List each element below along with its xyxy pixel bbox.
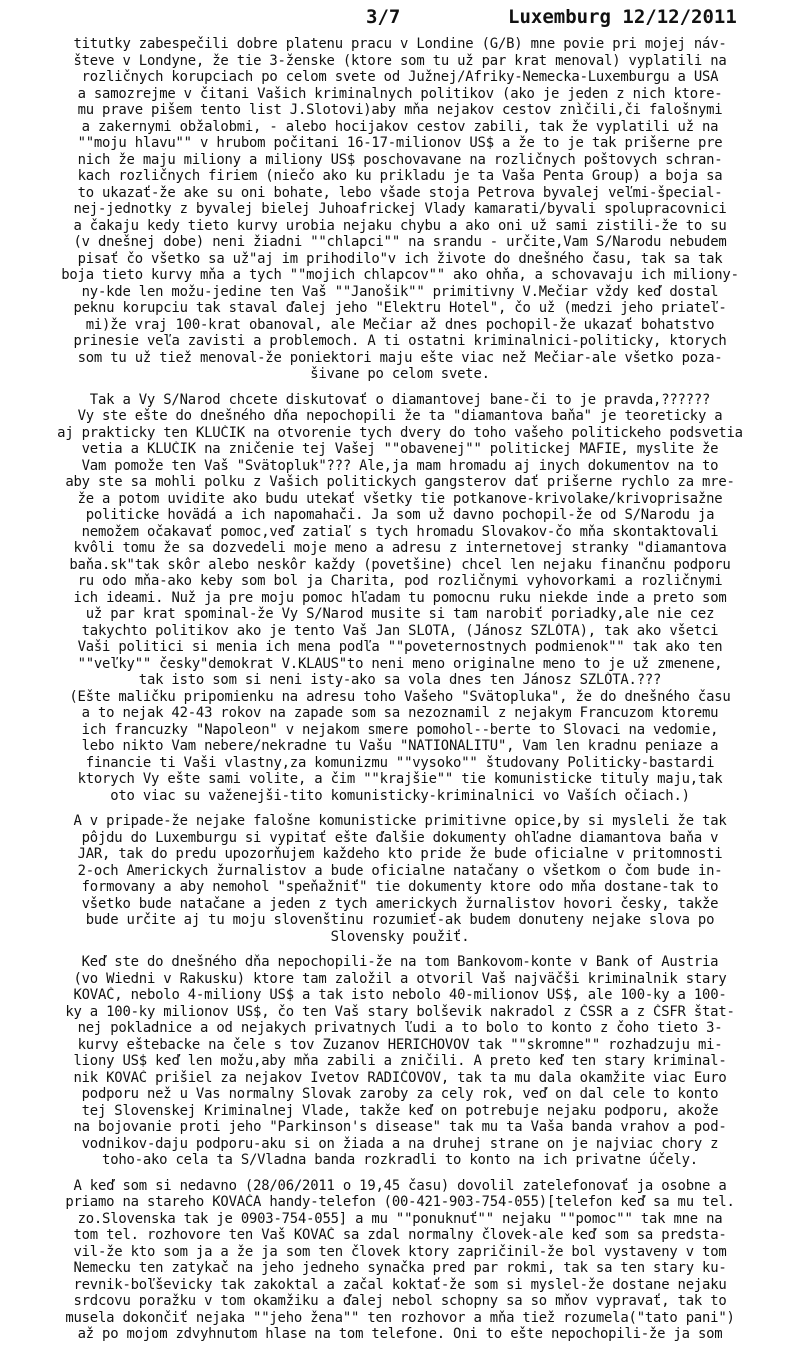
text-line: Slovensky použiť.: [330, 928, 470, 945]
text-line: (v dnešnej dobe) neni žiadni ""chlapci"" na srandu - určite,Vam S/Narodu nebudem: [73, 234, 727, 250]
text-line: bude určite aj tu moju slovenštinu rozumieť-ak budem donuteny nejake slova po: [85, 912, 715, 928]
text-line: kach rozličnych firiem (niečo ako ku prikladu je ta Vaša Penta Group) a boja sa: [77, 168, 723, 184]
text-line: Vaši politici si menia ich mena podľa ""poveternostnych podmienok"" tak ako ten: [77, 639, 723, 655]
text-line: nich že maju miliony a miliony US$ poschovavane na rozličnych poštovych schran-: [77, 151, 723, 168]
text-line: aby ste sa mohli polku z Vašich politickych gangsterov dať prišerne rychlo za mre-: [65, 474, 735, 490]
text-line: revnik-boľševicky tak zakoktal a začal koktať-že som si myslel-že dostane nejaku: [73, 1276, 727, 1293]
text-line: A v pripade-že nejake falošne komunisticke primitivne opice,by si mysleli že tak: [73, 813, 727, 829]
text-line: šivane po celom svete.: [310, 366, 490, 382]
text-line: mu prave pišem tento list J.Slotovi)aby mňa nejakov cestov znìčili,či falošnymi: [77, 102, 723, 118]
text-line: nemožem očakavať pomoc,veď zatiaľ s tych hromadu Slovakov-čo mňa skontaktovali: [81, 523, 719, 540]
text-line: baňa.sk"tak skôr alebo neskôr každy (povetšine) chcel len nejaku finančnu podporu: [69, 556, 731, 573]
text-line: až po mojom zdvyhnutom hlase na tom telefone. Oni to ešte nepochopili-že ja som: [77, 1326, 723, 1342]
text-line: nej pokladnice a od nejakych privatnych ľudi a to bolo to konto z čoho tieto 3-: [77, 1020, 723, 1036]
text-line: a samozrejme v čitani Vašich kriminalnych politikov (ako je jeden z nich ktore-: [77, 85, 723, 102]
text-line: a zakernymi obžalobmi, - alebo hocijakov cestov zabili, tak že vyplatili už na: [81, 118, 719, 135]
text-line: liony US$ keď len možu,aby mňa zabili a zničili. A preto keď ten stary kriminal-: [73, 1053, 727, 1069]
text-line: som tu už tiež menoval-že poniektori maju ešte viac než Mečiar-ale všetko poza-: [77, 349, 723, 366]
text-line: toho-ako cela ta S/Vladna banda rozkradli to konto na ich privatne účely.: [102, 1152, 698, 1168]
text-line: kurvy eštebacke na čele s tov Zuzanov HERICHOVOV tak ""skromne"" rozhadzuju mi-: [77, 1036, 723, 1053]
text-line: mi)že vraj 100-krat obanoval, ale Mečiar až dnes pochopil-že ukazať bohatstvo: [85, 316, 715, 333]
text-line: tak isto som si neni isty-ako sa vola dnes ten Jánosz SZLÓTA.???: [138, 672, 662, 688]
text-line: pôjdu do Luxemburgu si vypitať ešte ďalšie dokumenty ohľadne diamantova baňa v: [81, 829, 719, 846]
text-line: boja tieto kurvy mňa a tych ""mojich chlapcov"" ako ohňa, a schovavaju ich miliony-: [61, 267, 739, 283]
text-line: zo.Slovenska tak je 0903-754-055] a mu ""ponuknuť"" nejaku ""pomoc"" tak mne na: [77, 1210, 723, 1227]
text-line: titutky zabespečili dobre platenu pracu v Londine (G/B) mne povie pri mojej náv-: [73, 36, 727, 52]
paragraph: [4, 36, 796, 383]
text-line: srdcovu poražku v tom okamžiku a ďalej nebol schopny sa so mňov vypravať, tak to: [73, 1293, 727, 1309]
text-line: podporu než u Vas normalny Slovak zaroby za cely rok, veď on dal cele to konto: [81, 1086, 719, 1102]
text-line: JAR, tak do predu upozorňujem každeho kto pride že bude oficialne v pritomnosti: [77, 846, 723, 862]
text-line: a čakaju kedy tieto kurvy urobia nejaku chybu a ako oni už sami zistili-že to su: [73, 217, 727, 234]
text-line: musela dokončiť nejaka ""jeho žena"" ten rozhovor a mňa tiež rozumela("tato pani"): [65, 1309, 735, 1326]
text-line: Keď ste do dnešného dňa nepochopili-že na tom Bankovom-konte v Bank of Austria: [81, 954, 719, 970]
page-header: [0, 4, 800, 30]
text-line: kvôli tomu že sa dozvedeli moje meno a adresu z internetovej stranky "diamantova: [73, 540, 727, 556]
text-line: že a potom uvidite ako budu utekať všetky tie potkanove-krivolake/krivoprisažne: [77, 490, 723, 507]
letter-body: [4, 36, 796, 1352]
text-line: a to nejak 42-43 rokov na zapade som sa nezoznamil z nejakym Francuzom ktoremu: [81, 705, 719, 721]
text-line: rozličnych korupciach po celom svete od Južnej/Afriky-Nemecka-Luxemburgu a USA: [81, 69, 719, 85]
text-line: všetko bude natačane a jeden z tych americkych žurnalistov hovori česky, takže: [81, 895, 719, 912]
text-line: ""veľky"" česky"demokrat V.KLAUS"to neni meno originalne meno to je už zmenene,: [77, 655, 723, 672]
text-line: politicke hovädá a ich napomahači. Ja som už davno pochopil-že od S/Narodu ja: [85, 507, 715, 523]
text-line: nik KOVAČ prišiel za nejakov Ivetov RADIČOVOV, tak ta mu dala okamžite viac Euro: [73, 1069, 727, 1086]
text-line: financie ti Vaši vlastny,za komunizmu ""vysoko"" študovany Politicky-bastardi: [85, 754, 715, 771]
text-line: Vam pomože ten Vaš "Svätopluk"??? Ale,ja mam hromadu aj inych dokumentov na to: [81, 457, 719, 474]
text-line: ""moju hlavu"" v hrubom počitani 16-17-milionov US$ a že to je tak prišerne pre: [77, 135, 723, 151]
text-line: to ukazať-že ake su oni bohate, lebo všade stoja Petrova byvalej veľmi-špecial-: [77, 184, 723, 201]
text-line: Vy ste ešte do dnešného dňa nepochopili že ta "diamantova baňa" je teoreticky a: [77, 408, 723, 424]
text-line: prinesie veľa zavisti a problemoch. A ti ostatni kriminalnici-politicky, ktorych: [73, 333, 727, 349]
text-line: tom tel. rozhovore ten Vaš KOVAČ sa zdal normalny človek-ale keď som sa predsta-: [73, 1227, 727, 1243]
text-line: ich ideami. Nuž ja pre moju pomoc hľadam tu pomocnu ruku niekde inde a preto som: [73, 589, 727, 606]
text-line: vil-že kto som ja a že ja som ten človek ktory zapričinil-že bol vystaveny v tom: [73, 1243, 727, 1260]
text-line: ktorych Vy ešte sami volite, a čim ""krajšie"" tie komunisticke tituly maju,tak: [77, 771, 723, 787]
paragraph: [4, 954, 796, 1169]
text-line: ky a 100-ky milionov US$, čo ten Vaš stary bolševik nakradol z ČSSR a z ČSFR štat-: [65, 1003, 735, 1020]
text-line: vodnikov-daju podporu-aku si on žiada a na druhej strane on je najviac chory z: [81, 1135, 719, 1152]
text-line: KOVAČ, nebolo 4-miliony US$ a tak isto nebolo 40-milionov US$, ale 100-ky a 100-: [73, 987, 727, 1003]
text-line: ru odo mňa-ako keby som bol ja Charita, pod rozličnymi vyhovorkami a rozličnymi: [77, 573, 723, 589]
page-number: 3/7: [366, 6, 401, 28]
text-line: ny-kde len možu-jedine ten Vaš ""Janošik"" primitivny V.Mečiar vždy keď dostal: [81, 283, 719, 300]
text-line: na bojovanie proti jeho "Parkinson's disease" tak mu ta Vaša banda vrahov a pod-: [73, 1119, 727, 1135]
text-line: lebo nikto Vam nebere/nekradne tu Vašu "NATIONALITU", Vam len kradnu peniaze a: [81, 738, 719, 754]
text-line: takychto politikov ako je tento Vaš Jan SLOTA, (Jánosz SZLÓTA), tak ako všetci: [81, 622, 719, 639]
paragraph: [4, 813, 796, 945]
text-line: peknu korupciu tak staval ďalej jeho "Elektru Hotel", čo už (medzi jeho priateľ-: [73, 300, 727, 316]
text-line: vetia a KLUČIK na zničenie tej Vašej ""obavenej"" politickej MAFIE, myslite že: [81, 441, 719, 457]
text-line: pisať čo všetko sa už"aj im prihodilo"v ich živote do dnešného času, tak sa tak: [77, 250, 723, 267]
text-line: (vo Wiedni v Rakusku) ktore tam založil a otvoril Vaš najväčši kriminalnik stary: [73, 970, 727, 987]
text-line: 2-och Americkych žurnalistov a bude oficialne natačany o všetkom o čom bude in-: [77, 862, 723, 879]
text-line: už par krat spominal-že Vy S/Narod musite si tam narobiť poriadky,ale nie cez: [85, 606, 715, 622]
text-line: aj prakticky ten KLUČIK na otvorenie tych dvery do toho vašeho politickeho podsvetia: [57, 424, 743, 441]
text-line: ich francuzky "Napoleon" v nejakom smere pomohol--berte to Slovaci na vedomie,: [81, 721, 719, 738]
text-line: A keď som si nedavno (28/06/2011 o 19,45 času) dovolil zatelefonovať ja osobne a: [73, 1177, 727, 1194]
text-line: formovany a aby nemohol "speňažniť" tie dokumenty ktore odo mňa dostane-tak to: [81, 879, 719, 895]
place-date: Luxemburg 12/12/2011: [508, 6, 737, 28]
text-line: Nemecku ten zatykač na jeho jedneho synačka pred par rokmi, tak sa ten stary ku-: [73, 1260, 727, 1276]
text-line: tej Slovenskej Kriminalnej Vlade, takže keď on potrebuje nejaku podporu, akože: [81, 1102, 719, 1119]
text-line: priamo na stareho KOVAČA handy-telefon (00-421-903-754-055)[telefon keď sa mu tel.: [65, 1194, 735, 1210]
text-line: oto viac su važenejši-tito komunisticky-kriminalnici vo Vaších očiach.): [110, 787, 690, 804]
text-line: (Ešte maličku pripomienku na adresu toho Vašeho "Svätopluka", že do dnešného času: [69, 688, 731, 705]
paragraph: [4, 1178, 796, 1343]
text-line: Tak a Vy S/Narod chcete diskutovať o diamantovej bane-či to je pravda,??????: [89, 391, 711, 408]
text-line: nej-jednotky z byvalej bielej Juhoafrickej Vlady kamarati/byvali spolupracovnici: [73, 201, 727, 217]
paragraph: [4, 392, 796, 805]
text-line: števe v Londyne, že tie 3-ženske (ktore som tu už par krat menoval) vyplatili na: [73, 52, 727, 69]
